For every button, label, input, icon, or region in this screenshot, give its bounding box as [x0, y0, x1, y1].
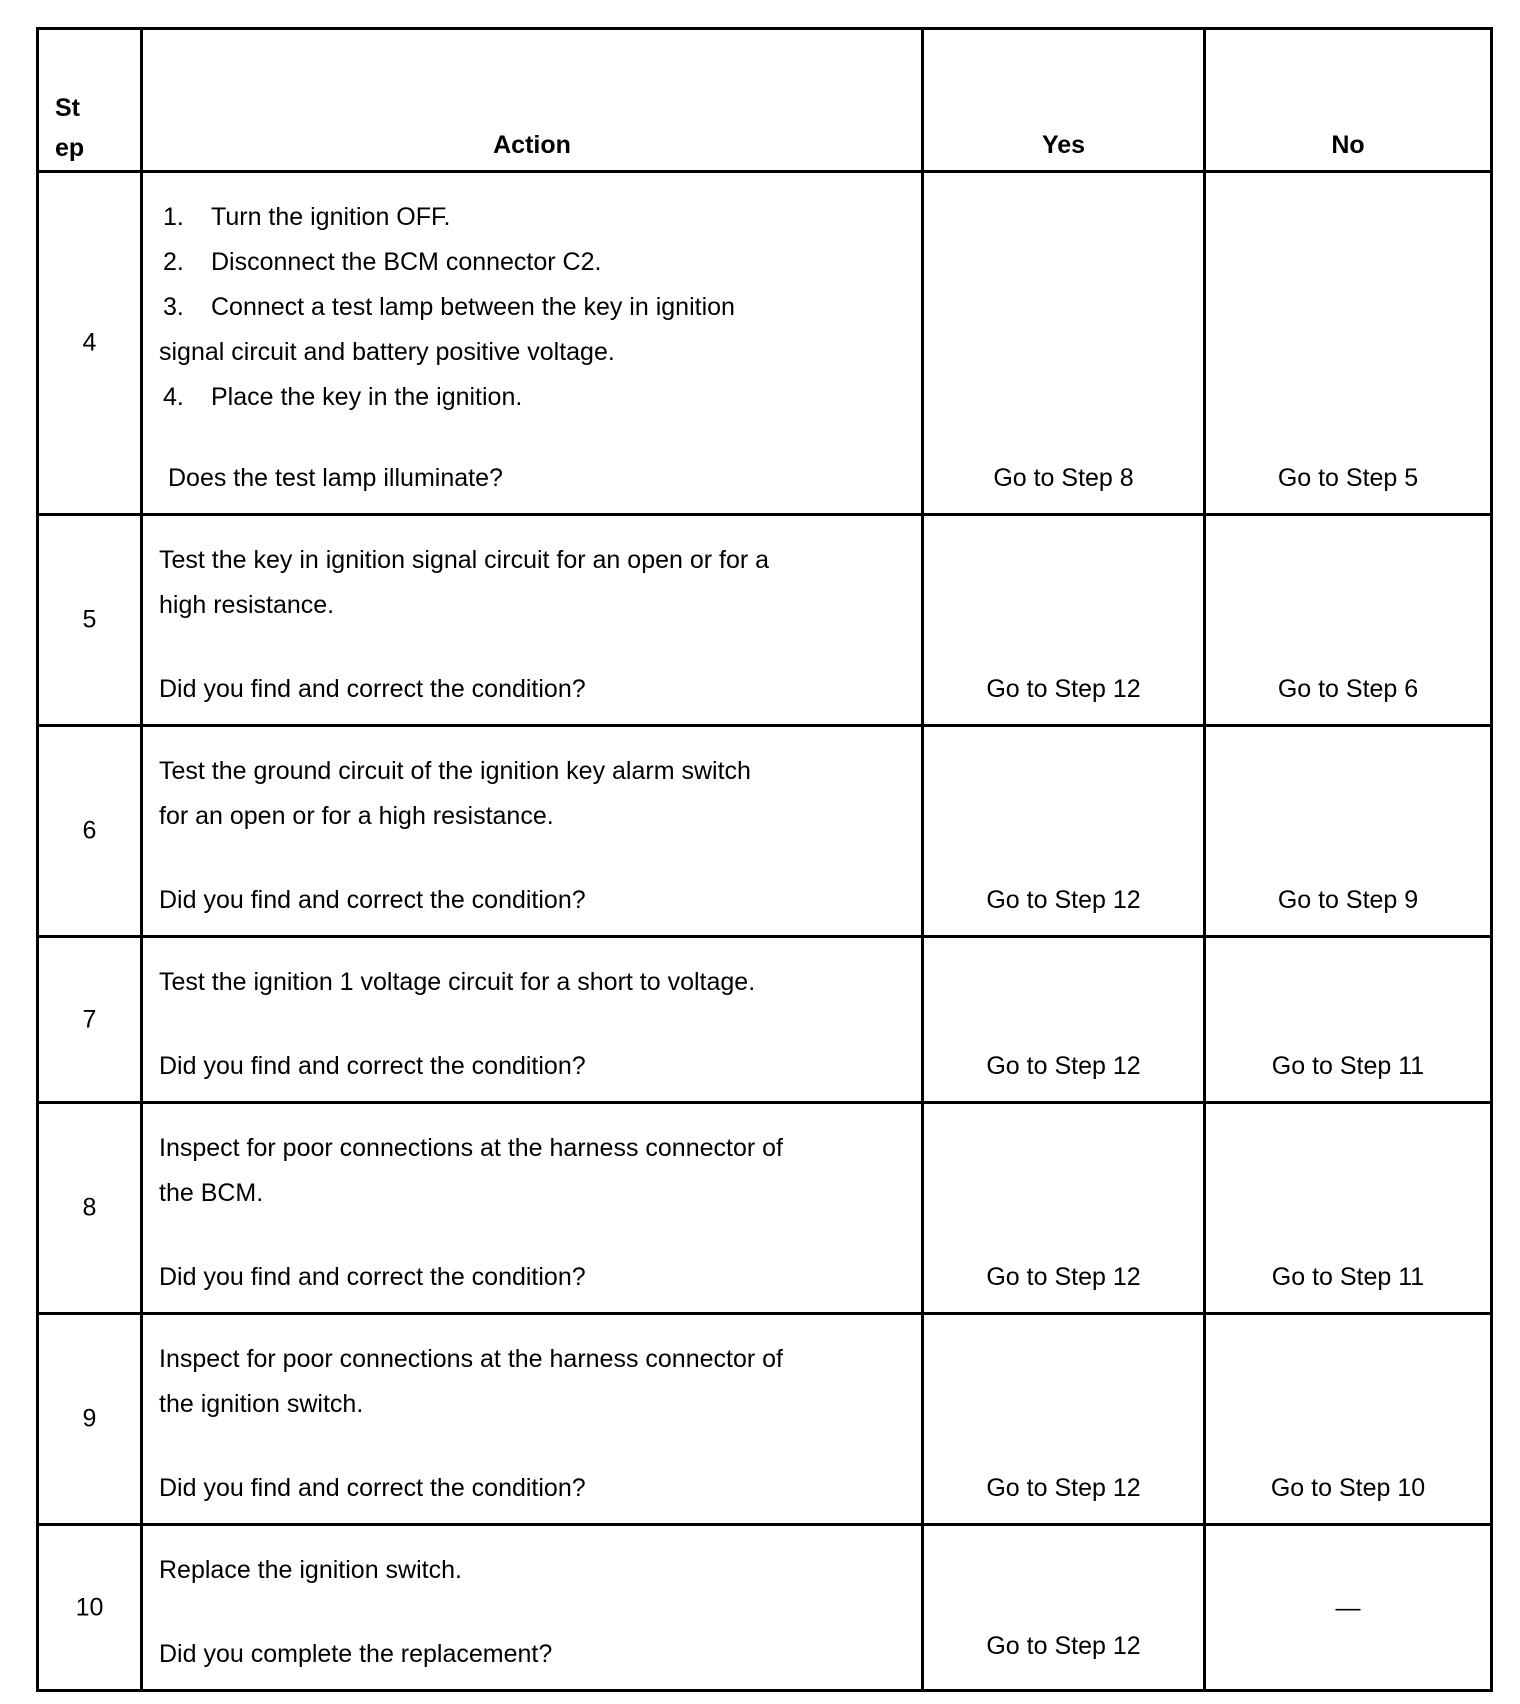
header-step-line1: St [55, 94, 80, 122]
item-text: Place the key in the ignition. [211, 383, 523, 411]
action-question: Did you find and correct the condition? [159, 1052, 586, 1080]
action-text: for an open or for a high resistance. [159, 802, 554, 830]
item-number: 3. [163, 293, 184, 321]
action-cell [142, 1103, 923, 1314]
step-number: 5 [82, 605, 97, 634]
header-step [38, 29, 142, 172]
step-cell [38, 172, 142, 515]
action-text: Test the key in ignition signal circuit for an open or for a [159, 546, 770, 574]
item-number: 4. [163, 383, 184, 411]
action-cell [142, 726, 923, 937]
yes-cell [923, 515, 1205, 726]
action-text: Inspect for poor connections at the harness connector of [159, 1134, 783, 1162]
header-action [142, 29, 923, 172]
header-action-label: Action [493, 131, 571, 159]
no-result: Go to Step 11 [1271, 1263, 1425, 1291]
action-item [159, 375, 891, 420]
action-cell [142, 172, 923, 515]
action-cell [142, 515, 923, 726]
yes-result: Go to Step 12 [986, 1474, 1141, 1502]
action-cell [142, 1314, 923, 1525]
action-cell [142, 1525, 923, 1691]
header-step-line2: ep [55, 134, 85, 162]
step-cell [38, 726, 142, 937]
table-header-row [38, 29, 1492, 172]
step-number: 7 [82, 1005, 97, 1033]
step-number: 10 [75, 1593, 104, 1621]
action-item [159, 285, 891, 330]
header-yes-label: Yes [1041, 131, 1086, 159]
no-result: — [1335, 1593, 1361, 1622]
table-row [38, 1314, 1492, 1525]
action-question: Did you find and correct the condition? [159, 675, 586, 703]
action-question: Did you find and correct the condition? [159, 1474, 586, 1502]
yes-result: Go to Step 12 [986, 1263, 1141, 1291]
item-number: 1. [163, 203, 184, 231]
step-cell [38, 1314, 142, 1525]
table-row [38, 1525, 1492, 1691]
yes-result: Go to Step 12 [986, 1052, 1141, 1080]
yes-result: Go to Step 12 [986, 1632, 1141, 1660]
action-text: Replace the ignition switch. [159, 1556, 462, 1584]
action-question: Did you find and correct the condition? [159, 1263, 586, 1291]
action-text: Test the ignition 1 voltage circuit for a short to voltage. [159, 968, 756, 996]
action-question: Did you complete the replacement? [159, 1640, 553, 1668]
table-row [38, 726, 1492, 937]
step-number: 9 [82, 1404, 97, 1433]
header-no-label: No [1331, 131, 1365, 159]
yes-cell [923, 1314, 1205, 1525]
step-cell [38, 937, 142, 1103]
step-cell [38, 1103, 142, 1314]
no-result: Go to Step 6 [1277, 675, 1419, 703]
diagnostic-table [36, 27, 1493, 1692]
no-result: Go to Step 11 [1271, 1052, 1425, 1080]
no-cell [1205, 937, 1492, 1103]
table-row [38, 515, 1492, 726]
action-text: Inspect for poor connections at the harness connector of [159, 1345, 783, 1373]
action-text: the BCM. [159, 1179, 264, 1207]
yes-cell [923, 172, 1205, 515]
no-result: Go to Step 9 [1277, 886, 1419, 914]
step-number: 8 [82, 1193, 97, 1222]
table-row [38, 1103, 1492, 1314]
item-text: Connect a test lamp between the key in ignition [211, 293, 735, 321]
action-cell [142, 937, 923, 1103]
table-row [38, 937, 1492, 1103]
yes-result: Go to Step 12 [986, 675, 1141, 703]
yes-result: Go to Step 12 [986, 886, 1141, 914]
action-text: the ignition switch. [159, 1390, 364, 1418]
action-item [159, 195, 891, 240]
action-text: Test the ground circuit of the ignition key alarm switch [159, 757, 751, 785]
header-no [1205, 29, 1492, 172]
table-row [38, 172, 1492, 515]
item-number: 2. [163, 248, 184, 276]
no-cell [1205, 726, 1492, 937]
header-yes [923, 29, 1205, 172]
no-cell [1205, 172, 1492, 515]
yes-cell [923, 1103, 1205, 1314]
yes-cell [923, 726, 1205, 937]
step-number: 6 [82, 816, 97, 845]
no-result: Go to Step 10 [1270, 1474, 1426, 1502]
no-cell [1205, 515, 1492, 726]
no-result: Go to Step 5 [1277, 464, 1419, 492]
action-question: Did you find and correct the condition? [159, 886, 586, 914]
yes-cell [923, 937, 1205, 1103]
step-cell [38, 1525, 142, 1691]
action-question: Does the test lamp illuminate? [168, 464, 503, 492]
item-text: Turn the ignition OFF. [211, 203, 451, 231]
no-cell [1205, 1314, 1492, 1525]
step-cell [38, 515, 142, 726]
yes-result: Go to Step 8 [993, 464, 1134, 492]
step-number: 4 [82, 328, 97, 357]
no-cell [1205, 1103, 1492, 1314]
no-cell [1205, 1525, 1492, 1691]
yes-cell [923, 1525, 1205, 1691]
action-text: high resistance. [159, 591, 335, 619]
item-text: Disconnect the BCM connector C2. [211, 248, 602, 276]
action-item [159, 240, 891, 285]
item-continuation: signal circuit and battery positive voltage. [159, 338, 615, 366]
